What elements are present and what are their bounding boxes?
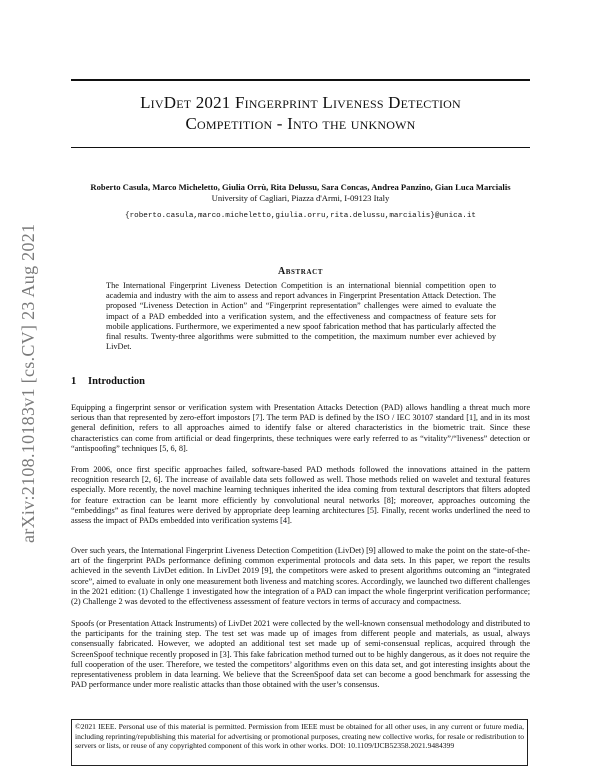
body-paragraph: Equipping a fingerprint sensor or verification system with Presentation Attacks Detection (PAD) allows handling a threat much more serious than that represented by zero-effort impostors [7]. The term PAD is defined by the ISO / IEC 30107 standard [1], and in its most general definition, refers to all approaches aimed to identify false or altered characteristics in the biometric trait. Since these characteristics can come from artificial or dead fingerprints, these techniques were early referred to as “vitality”/“liveness” detection or “antispoofing” techniques [5, 6, 8]. <box>71 403 530 453</box>
paper-title <box>71 92 530 134</box>
affiliation: University of Cagliari, Piazza d'Armi, I-09123 Italy <box>211 193 390 203</box>
section-title: Introduction <box>88 376 145 387</box>
arxiv-identifier[interactable]: arXiv:2108.10183v1 [cs.CV] 23 Aug 2021 <box>18 223 38 543</box>
section-number: 1 <box>71 376 77 387</box>
abstract-heading: Abstract <box>277 266 324 277</box>
author-emails[interactable]: {roberto.casula,marco.micheletto,giulia.orru,rita.delussu,marcialis}@unica.it <box>125 212 476 220</box>
body-paragraph: From 2006, once first specific approaches failed, software-based PAD methods followed the innovations attained in the pattern recognition research [2, 6]. The increase of available data sets followed as well. Those methods relied on wavelet and textural features especially. More recently, the novel machine learning techniques inherited the idea coming from textural descriptors that filters adopted for feature extraction can be learnt more efficiently by convolutional neural networks [8]; moreover, approaches outcoming the “embeddings” as final features were derived by appropriate deep learning architectures [5]. Finally, recent works underlined the need to assess the impact of PADs embedded into verification systems [4]. <box>71 465 530 526</box>
body-paragraph: Over such years, the International Fingerprint Liveness Detection Competition (LivDet) [9] allowed to make the point on the state-of-the-art of the fingerprint PADs performance defining common experimental protocols and data sets. In this paper, we report the results achieved in the seventh LivDet edition. In LivDet 2019 [9], the competitors were asked to present algorithms outcoming an “integrated score”, aimed to evaluate in only one measurement both liveness and matching scores. Accordingly, we launched two different challenges in the 2021 edition: (1) Challenge 1 investigated how the integration of a PAD can impact the whole fingerprint verification performance; (2) Challenge 2 was devoted to the effectiveness assessment of feature vectors in terms of accuracy and compactness. <box>71 546 530 607</box>
copyright-notice: ©2021 IEEE. Personal use of this material is permitted. Permission from IEEE must be obtained for all other uses, in any current or future media, including reprinting/republishing this material for advertising or promotional purposes, creating new collective works, for resale or redistribution to servers or lists, or reuse of any copyrighted component of this work in other works. DOI: 10.1109/IJCB52358.2021.9484399 <box>71 719 528 766</box>
title-line-2: Competition - Into the unknown <box>185 114 416 133</box>
author-list: Roberto Casula, Marco Micheletto, Giulia Orrù, Rita Delussu, Sara Concas, Andrea Panzino, Gian Luca Marcialis <box>90 182 511 192</box>
title-line-1: LivDet 2021 Fingerprint Liveness Detection <box>140 93 461 112</box>
title-bottom-rule <box>71 147 530 148</box>
abstract-text: The International Fingerprint Liveness Detection Competition is an international biennial competition open to academia and industry with the aim to assess and report advances in Fingerprint Presentation Attack Detection. The proposed “Liveness Detection in Action” and “Fingerprint representation” challenges were aimed to evaluate the impact of a PAD embedded into a verification system, and the effectiveness and compactness of feature sets for mobile applications. Furthermore, we experimented a new spoof fabrication method that has particularly affected the final results. Twenty-three algorithms were submitted to the competition, the maximum number ever achieved by LivDet. <box>106 281 496 352</box>
section-heading-introduction <box>71 376 145 387</box>
body-paragraph: Spoofs (or Presentation Attack Instruments) of LivDet 2021 were collected by the well-known consensual methodology and distributed to the participants for the training step. The test set was made up of images from different people and materials, as usual, always consensually fabricated. However, we adopted an additional test set made up of semi-consensual replicas, acquired through the ScreenSpoof technique recently proposed in [3]. This fake fabrication method turned out to be highly dangerous, as it does not require the full cooperation of the user. Therefore, we tested the competitors’ algorithms even on this data set, and got interesting insights about the representativeness problem in data learning. We believe that the ScreenSpoof data set can become a good benchmark for assessing the PAD performance under more realistic attacks than those obtained with the user’s consensus. <box>71 619 530 690</box>
title-top-rule <box>71 79 530 81</box>
